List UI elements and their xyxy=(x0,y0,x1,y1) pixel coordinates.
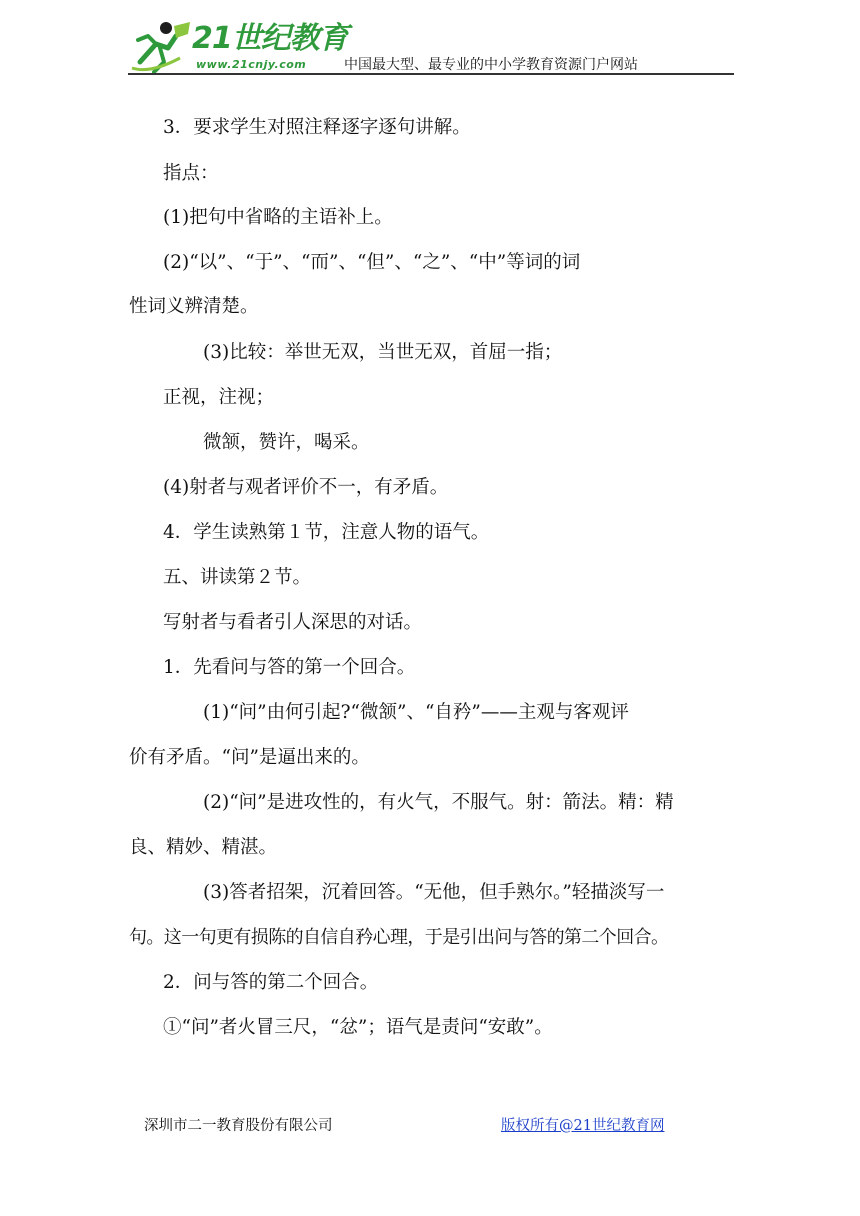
body-line: (2)“以”、“于”、“而”、“但”、“之”、“中”等词的词 xyxy=(163,252,581,273)
logo-wordmark: 21世纪教育 xyxy=(192,21,348,56)
body-line: 五、讲读第２节。 xyxy=(163,567,312,588)
body-line: 价有矛盾。“问”是逼出来的。 xyxy=(129,747,370,768)
body-line: (3)答者招架，沉着回答。“无他，但手熟尔。”轻描淡写一 xyxy=(203,882,665,903)
body-line: 句。这一句更有损陈的自信自矜心理，于是引出问与答的第二个回合。 xyxy=(129,927,669,948)
runner-icon xyxy=(130,18,194,76)
body-line: (1)“问”由何引起?“微颔”、“自矜”——主观与客观评 xyxy=(203,702,629,723)
header-divider xyxy=(128,73,734,75)
body-line: 写射者与看者引人深思的对话。 xyxy=(163,612,423,633)
site-tagline: 中国最大型、最专业的中小学教育资源门户网站 xyxy=(344,57,638,73)
body-line: (2)“问”是进攻性的，有火气，不服气。射：箭法。精：精 xyxy=(203,792,674,813)
page-header xyxy=(130,18,734,76)
body-line: (4)射者与观者评价不一，有矛盾。 xyxy=(163,477,449,498)
body-line: 指点： xyxy=(163,163,219,184)
body-line: 微颔，赞许，喝采。 xyxy=(203,432,370,453)
site-logo[interactable] xyxy=(130,18,348,76)
body-line: 2．问与答的第二个回合。 xyxy=(163,972,379,993)
body-line: 正视，注视； xyxy=(163,387,275,408)
body-line: (1)把句中省略的主语补上。 xyxy=(163,207,393,228)
body-line: 1．先看问与答的第一个回合。 xyxy=(163,657,416,678)
body-line: 良、精妙、精湛。 xyxy=(129,837,278,858)
logo-url: www.21cnjy.com xyxy=(196,58,307,71)
body-line: (3)比较：举世无双，当世无双，首屈一指； xyxy=(203,342,563,363)
copyright-link[interactable]: 版权所有@21世纪教育网 xyxy=(501,1118,665,1134)
body-line: ①“问”者火冒三尺，“忿”；语气是责问“安敢”。 xyxy=(163,1017,553,1038)
footer-company: 深圳市二一教育股份有限公司 xyxy=(144,1118,333,1134)
body-line: 3．要求学生对照注释逐字逐句讲解。 xyxy=(163,117,471,138)
body-line: 4．学生读熟第１节，注意人物的语气。 xyxy=(163,522,490,543)
body-line: 性词义辨清楚。 xyxy=(129,296,259,317)
